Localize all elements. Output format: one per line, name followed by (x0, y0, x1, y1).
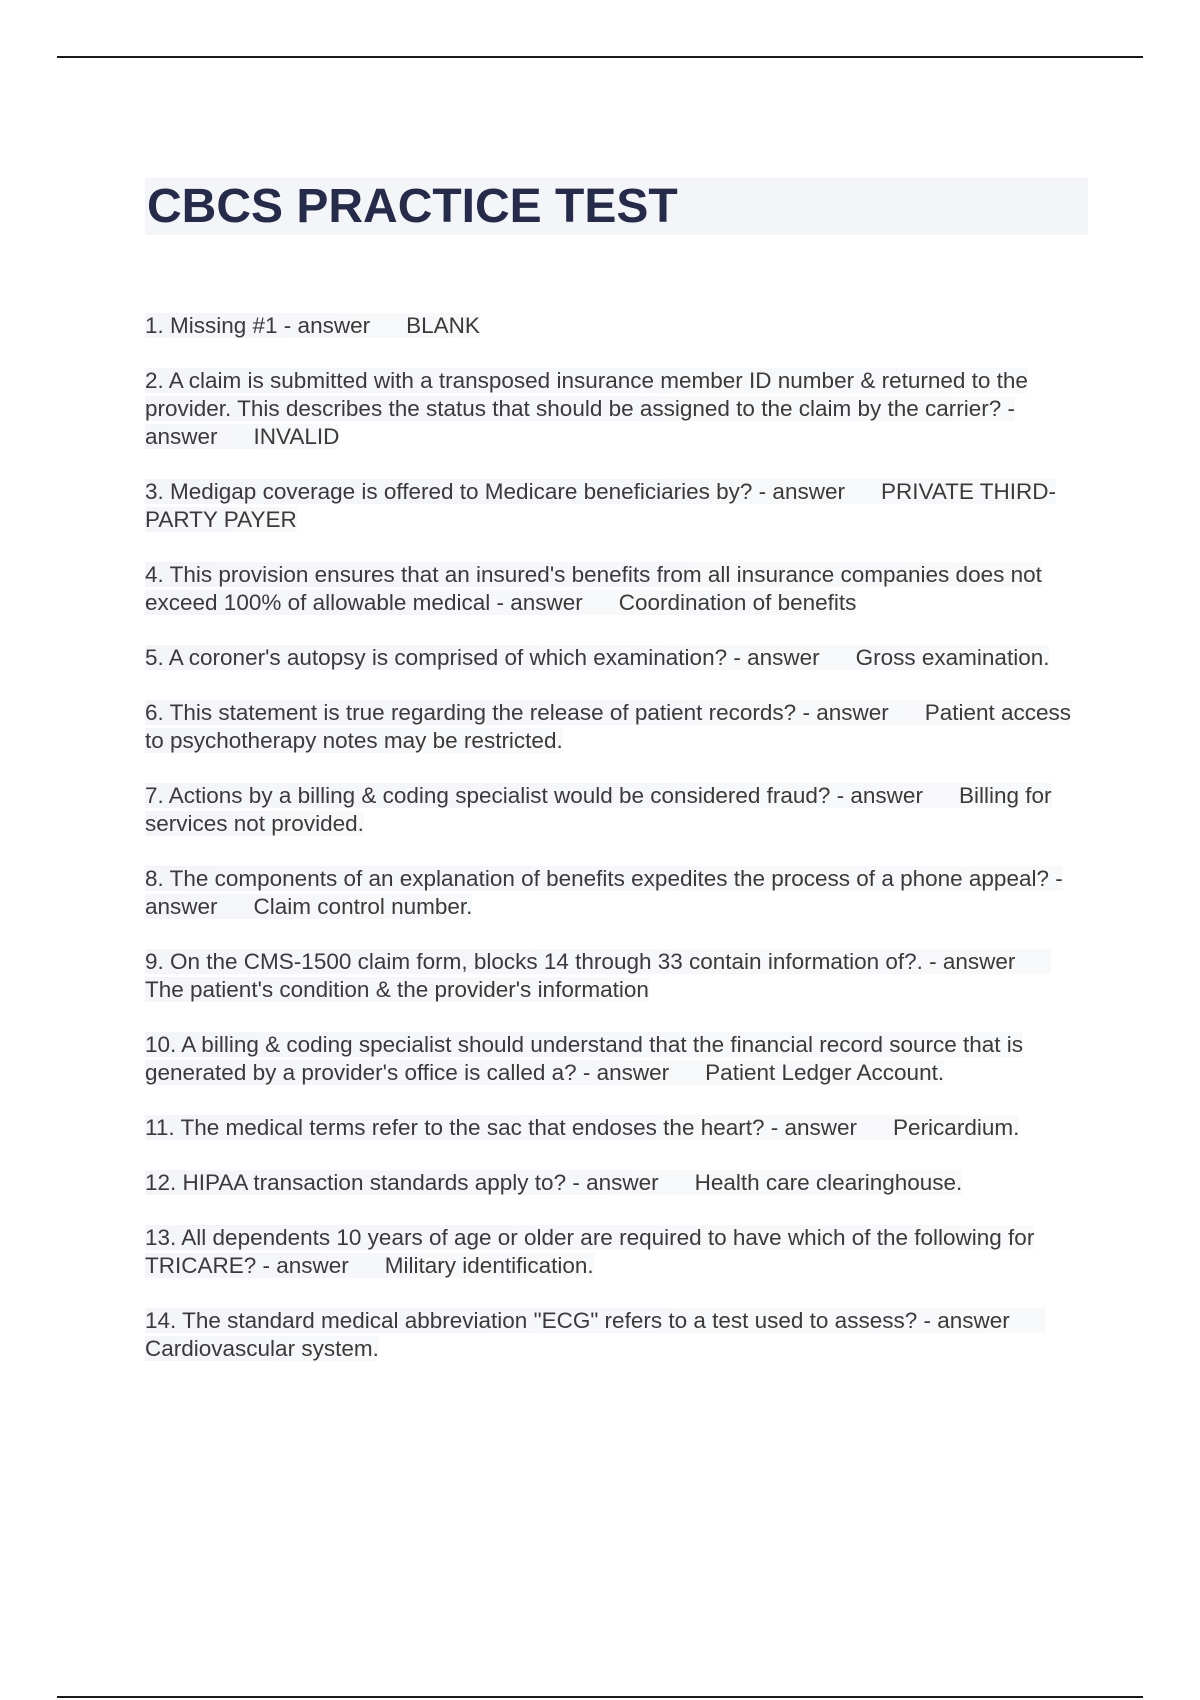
question-list (145, 312, 1090, 1390)
top-rule (57, 56, 1143, 58)
qa-item (145, 312, 1090, 340)
question-text: 5. A coroner's autopsy is comprised of which examination? - answer (145, 645, 820, 670)
question-text: 10. A billing & coding specialist should understand that the financial record source that is generated by a provider's office is called a? - answer (145, 1032, 1024, 1085)
question-text: 13. All dependents 10 years of age or older are required to have which of the following for TRICARE? - answer (145, 1225, 1035, 1278)
question-text: 3. Medigap coverage is offered to Medicare beneficiaries by? - answer (145, 479, 845, 504)
question-text: 9. On the CMS-1500 claim form, blocks 14 through 33 contain information of?. - answer (145, 949, 1016, 974)
answer-text: BLANK (406, 313, 480, 338)
answer-text: Health care clearinghouse. (694, 1170, 963, 1195)
answer-text: Military identification. (384, 1253, 594, 1278)
qa-item (145, 1169, 1090, 1197)
question-text: 4. This provision ensures that an insured's benefits from all insurance companies does not exceed 100% of allowable medical - answer (145, 562, 1042, 615)
qa-item (145, 865, 1090, 921)
question-text: 7. Actions by a billing & coding specialist would be considered fraud? - answer (145, 783, 923, 808)
answer-text: Pericardium. (893, 1115, 1020, 1140)
qa-item (145, 561, 1090, 617)
qa-item (145, 948, 1090, 1004)
answer-text: Gross examination. (855, 645, 1050, 670)
answer-text: Cardiovascular system. (145, 1336, 379, 1361)
qa-item (145, 1224, 1090, 1280)
question-text: 2. A claim is submitted with a transposed insurance member ID number & returned to the provider. This describes the status that should be assigned to the claim by the carrier? - answer (145, 368, 1028, 449)
question-text: 14. The standard medical abbreviation "ECG" refers to a test used to assess? - answer (145, 1308, 1010, 1333)
qa-item (145, 1031, 1090, 1087)
answer-text: PRIVATE THIRD-PARTY PAYER (145, 479, 1056, 532)
answer-text: Patient Ledger Account. (705, 1060, 945, 1085)
qa-item (145, 782, 1090, 838)
qa-item (145, 1114, 1090, 1142)
answer-text: Patient access to psychotherapy notes may be restricted. (145, 700, 1072, 753)
qa-item (145, 367, 1090, 451)
question-text: 11. The medical terms refer to the sac that endoses the heart? - answer (145, 1115, 858, 1140)
answer-text: Coordination of benefits (618, 590, 857, 615)
page-title: CBCS PRACTICE TEST (145, 178, 1088, 235)
qa-item (145, 699, 1090, 755)
answer-text: Claim control number. (253, 894, 473, 919)
bottom-rule (57, 1696, 1143, 1698)
qa-item (145, 644, 1090, 672)
qa-item (145, 478, 1090, 534)
question-text: 1. Missing #1 - answer (145, 313, 371, 338)
qa-item (145, 1307, 1090, 1363)
answer-text: Billing for services not provided. (145, 783, 1052, 836)
question-text: 8. The components of an explanation of benefits expedites the process of a phone appeal? - answer (145, 866, 1063, 919)
answer-text: INVALID (253, 424, 340, 449)
question-text: 6. This statement is true regarding the release of patient records? - answer (145, 700, 889, 725)
question-text: 12. HIPAA transaction standards apply to? - answer (145, 1170, 659, 1195)
answer-text: The patient's condition & the provider's information (145, 977, 649, 1002)
